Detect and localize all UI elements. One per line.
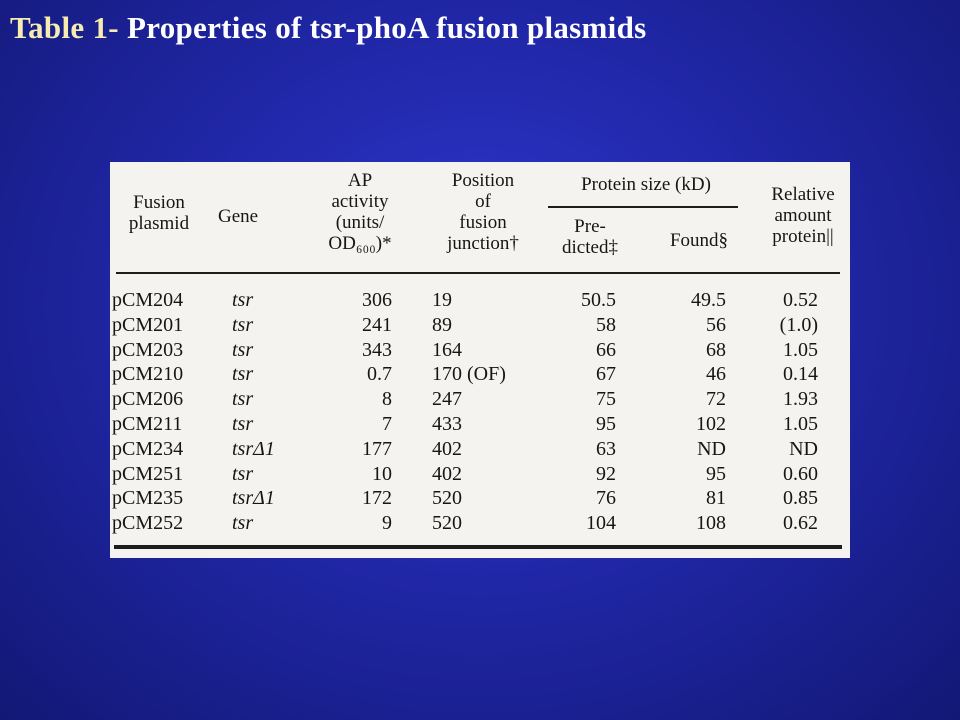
header-ap-activity: AP activity (units/ OD₆₀₀)* <box>328 170 392 254</box>
cell-predicted: 67 <box>596 363 616 386</box>
cell-predicted: 58 <box>596 313 616 336</box>
cell-predicted: 50.5 <box>581 289 616 311</box>
title-rest: Properties of tsr-phoA fusion plasmids <box>126 10 647 45</box>
cell-plasmid: pCM206 <box>112 388 184 411</box>
table-bottom-rule <box>114 545 842 549</box>
cell-gene: tsr <box>232 338 254 361</box>
cell-position: 19 <box>432 289 452 311</box>
header-relative-amount: Relative amount protein|| <box>771 184 835 247</box>
cell-gene: tsr <box>232 363 254 386</box>
cell-gene: tsr <box>232 462 254 485</box>
cell-relative-amount: 0.14 <box>783 363 818 386</box>
header-divider <box>116 272 840 274</box>
cell-position: 89 <box>432 313 452 336</box>
table-row <box>110 338 850 363</box>
cell-position: 520 <box>432 512 462 535</box>
table-row <box>110 486 850 511</box>
scanned-table <box>110 162 850 558</box>
table-row <box>110 437 850 462</box>
cell-found: 81 <box>706 487 726 510</box>
cell-relative-amount: 1.93 <box>783 388 818 411</box>
cell-ap-activity: 0.7 <box>367 363 392 386</box>
cell-relative-amount: ND <box>789 437 818 460</box>
cell-relative-amount: 0.85 <box>783 487 818 510</box>
cell-ap-activity: 172 <box>362 487 392 510</box>
cell-plasmid: pCM210 <box>112 363 184 386</box>
cell-ap-activity: 7 <box>382 413 392 435</box>
table-row <box>110 313 850 338</box>
cell-found: 102 <box>696 413 726 435</box>
table-row <box>110 387 850 412</box>
cell-found: 108 <box>696 512 726 535</box>
cell-predicted: 75 <box>596 388 616 411</box>
table-row <box>110 462 850 487</box>
cell-gene: tsrΔ1 <box>232 437 275 460</box>
cell-plasmid: pCM251 <box>112 462 184 485</box>
protein-size-rule <box>548 206 738 208</box>
cell-gene: tsr <box>232 313 254 336</box>
cell-plasmid: pCM211 <box>112 413 183 435</box>
cell-ap-activity: 8 <box>382 388 392 411</box>
cell-found: 46 <box>706 363 726 386</box>
cell-plasmid: pCM204 <box>112 289 184 311</box>
cell-ap-activity: 9 <box>382 512 392 535</box>
cell-found: 56 <box>706 313 726 336</box>
cell-gene: tsrΔ1 <box>232 487 275 510</box>
cell-relative-amount: 0.52 <box>783 289 818 311</box>
cell-predicted: 95 <box>596 413 616 435</box>
cell-predicted: 63 <box>596 437 616 460</box>
header-gene: Gene <box>218 206 259 227</box>
cell-relative-amount: 1.05 <box>783 413 818 435</box>
header-found: Found§ <box>669 230 729 251</box>
cell-gene: tsr <box>232 388 254 411</box>
cell-position: 402 <box>432 437 462 460</box>
cell-plasmid: pCM252 <box>112 512 184 535</box>
cell-position: 402 <box>432 462 462 485</box>
cell-found: 95 <box>706 462 726 485</box>
cell-predicted: 104 <box>586 512 616 535</box>
header-predicted: Pre- dicted‡ <box>562 216 618 258</box>
cell-gene: tsr <box>232 289 254 311</box>
cell-ap-activity: 343 <box>362 338 392 361</box>
table-row <box>110 511 850 536</box>
cell-position: 247 <box>432 388 462 411</box>
cell-ap-activity: 177 <box>362 437 392 460</box>
cell-position: 433 <box>432 413 462 435</box>
cell-found: 72 <box>706 388 726 411</box>
cell-relative-amount: 0.62 <box>783 512 818 535</box>
header-protein-size: Protein size (kD) <box>581 174 711 195</box>
cell-relative-amount: 1.05 <box>783 338 818 361</box>
cell-found: ND <box>697 437 726 460</box>
cell-plasmid: pCM203 <box>112 338 184 361</box>
header-position: Position of fusion junction† <box>447 170 519 254</box>
cell-relative-amount: 0.60 <box>783 462 818 485</box>
cell-ap-activity: 10 <box>372 462 392 485</box>
cell-position: 520 <box>432 487 462 510</box>
table-row <box>110 412 850 437</box>
cell-position: 170 (OF) <box>432 363 506 386</box>
slide-title <box>10 10 646 46</box>
cell-predicted: 66 <box>596 338 616 361</box>
cell-position: 164 <box>432 338 462 361</box>
cell-predicted: 76 <box>596 487 616 510</box>
header-fusion-plasmid: Fusion plasmid <box>128 192 190 234</box>
cell-gene: tsr <box>232 512 254 535</box>
cell-plasmid: pCM235 <box>112 487 184 510</box>
cell-plasmid: pCM234 <box>112 437 184 460</box>
title-lead: Table 1- <box>10 10 119 45</box>
cell-predicted: 92 <box>596 462 616 485</box>
cell-found: 68 <box>706 338 726 361</box>
cell-plasmid: pCM201 <box>112 313 184 336</box>
table-row <box>110 288 850 313</box>
cell-found: 49.5 <box>691 289 726 311</box>
cell-ap-activity: 306 <box>362 289 392 311</box>
cell-gene: tsr <box>232 413 254 435</box>
table-row <box>110 362 850 387</box>
cell-ap-activity: 241 <box>362 313 392 336</box>
cell-relative-amount: (1.0) <box>779 313 818 336</box>
